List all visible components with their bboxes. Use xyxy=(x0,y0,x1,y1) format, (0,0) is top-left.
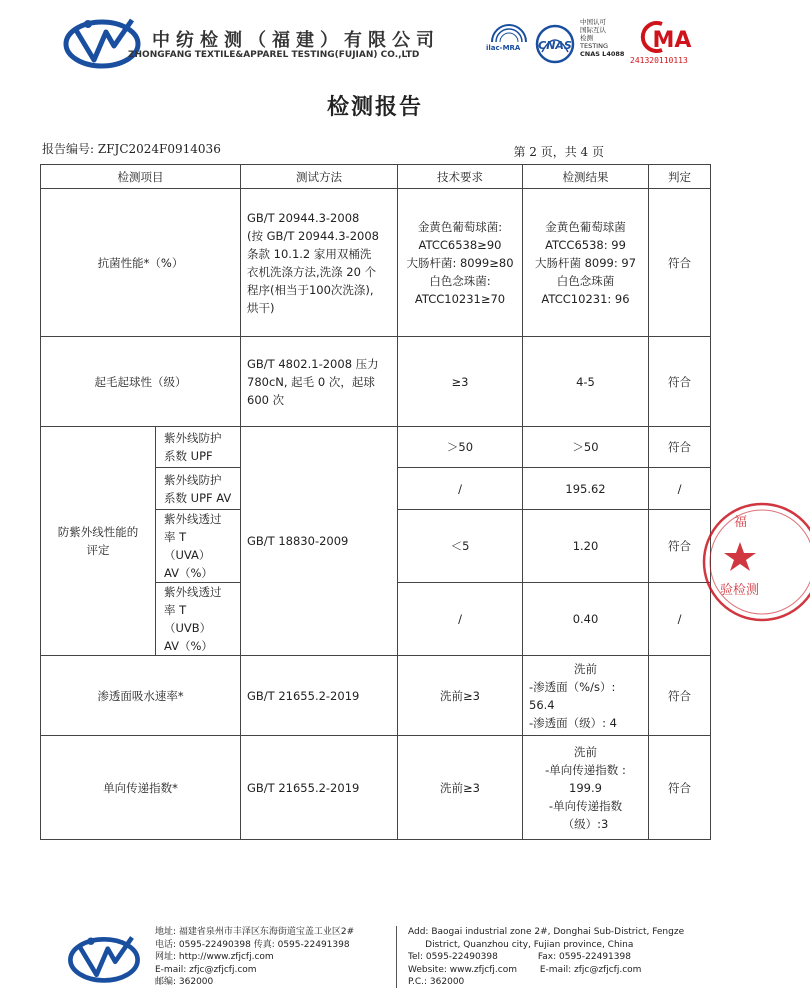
uv-sub-item-cell: 紫外线防护 系数 UPF AV xyxy=(156,468,241,510)
footer-divider xyxy=(396,926,397,988)
table-row xyxy=(41,656,711,736)
item-cell: 单向传递指数* xyxy=(41,736,241,840)
uv-sub-item-cell: 紫外线透过 率 T（UVA） AV（%） xyxy=(156,510,241,583)
report-title: 检测报告 xyxy=(326,95,423,120)
uv-sub-item-cell: 紫外线防护 系数 UPF xyxy=(156,427,241,468)
report-header xyxy=(0,0,750,80)
verdict-cell: / xyxy=(649,468,711,510)
company-name-cn: 中纺检测（福建）有限公司 xyxy=(152,30,440,51)
requirement-cell: ≥3 xyxy=(398,337,523,427)
stamp-sub-text: 福 xyxy=(734,515,748,530)
verdict-cell: / xyxy=(649,583,711,656)
result-cell: 1.20 xyxy=(523,510,649,583)
header-method: 测试方法 xyxy=(241,165,398,189)
requirement-cell: 金黄色葡萄球菌: ATCC6538≥90 大肠杆菌: 8099≥80 白色念珠菌: ATCC10231≥70 xyxy=(398,189,523,337)
table-row xyxy=(41,337,711,427)
method-cell: GB/T 20944.3-2008 (按 GB/T 20944.3-2008 条款 10.1.2 家用双桶洗 衣机洗涤方法,洗涤 20 个 程序(相当于100次洗涤), 烘干) xyxy=(241,189,398,337)
test-results-table xyxy=(40,164,711,840)
result-cell: 洗前 -单向传递指数 : 199.9 -单向传递指数 （级）:3 xyxy=(523,736,649,840)
page-indicator: 第 2 页，共 4 页 xyxy=(513,145,604,159)
verdict-cell: 符合 xyxy=(649,510,711,583)
cma-logo-text: MA xyxy=(652,28,692,53)
header-item: 检测项目 xyxy=(41,165,241,189)
result-cell: 195.62 xyxy=(523,468,649,510)
verdict-cell: 符合 xyxy=(649,656,711,736)
report-number: 报告编号: ZFJC2024F0914036 xyxy=(42,142,221,156)
uv-sub-item-cell: 紫外线透过 率 T（UVB） AV（%） xyxy=(156,583,241,656)
requirement-cell: ＜5 xyxy=(398,510,523,583)
requirement-cell: / xyxy=(398,583,523,656)
table-row xyxy=(41,427,711,468)
verdict-cell: 符合 xyxy=(649,736,711,840)
requirement-cell: 洗前≥3 xyxy=(398,656,523,736)
requirement-cell: 洗前≥3 xyxy=(398,736,523,840)
cma-number: 241320110113 xyxy=(630,56,688,65)
header-result: 检测结果 xyxy=(523,165,649,189)
cnas-info: 中国认可 国际互认 检测 TESTING CNAS L4088 xyxy=(580,18,625,58)
item-cell: 渗透面吸水速率* xyxy=(41,656,241,736)
header-requirement: 技术要求 xyxy=(398,165,523,189)
footer-logo-icon xyxy=(66,930,142,986)
footer-contact-en: Add: Baogai industrial zone 2#, Donghai Sub-District, Fengze District, Quanzhou city, Fujian province, China Tel: 0595-22490398 Fax: 0595-22491398 Website: www.zfjcfj.com E-mail: zfjc@zfjcfj.com P.C.: 362000 xyxy=(408,927,685,987)
requirement-cell: ＞50 xyxy=(398,427,523,468)
stamp-text: 验检测 xyxy=(720,583,760,598)
inspection-stamp-icon xyxy=(700,496,810,626)
table-header-row xyxy=(41,165,711,189)
method-cell: GB/T 4802.1-2008 压力 780cN, 起毛 0 次，起球 600 次 xyxy=(241,337,398,427)
method-cell: GB/T 21655.2-2019 xyxy=(241,736,398,840)
method-cell: GB/T 21655.2-2019 xyxy=(241,656,398,736)
item-cell: 抗菌性能*（%） xyxy=(41,189,241,337)
company-logo-icon xyxy=(62,12,142,72)
uv-method-cell: GB/T 18830-2009 xyxy=(241,427,398,656)
requirement-cell: / xyxy=(398,468,523,510)
result-cell: 金黄色葡萄球菌 ATCC6538: 99 大肠杆菌 8099: 97 白色念珠菌 ATCC10231: 96 xyxy=(523,189,649,337)
table-row xyxy=(41,736,711,840)
result-cell: 4-5 xyxy=(523,337,649,427)
verdict-cell: 符合 xyxy=(649,189,711,337)
ilac-mra-label: ilac-MRA xyxy=(486,44,521,52)
cma-logo-icon xyxy=(632,20,694,54)
item-cell: 起毛起球性（级） xyxy=(41,337,241,427)
verdict-cell: 符合 xyxy=(649,427,711,468)
verdict-cell: 符合 xyxy=(649,337,711,427)
cnas-logo-text: CNAS xyxy=(538,39,572,52)
table-row xyxy=(41,189,711,337)
footer-contact-cn: 地址: 福建省泉州市丰泽区东海街道宝盖工业区2# 电话: 0595-22490398 传真: 0595-22491398 网址: http://www.zfjcfj.com E-mail: zfjc@zfjcfj.com 邮编: 362000 xyxy=(155,927,355,987)
cnas-logo-icon xyxy=(532,24,578,64)
result-cell: 洗前 -渗透面（%/s）: 56.4 -渗透面（级）: 4 xyxy=(523,656,649,736)
company-name-en: ZHONGFANG TEXTILE&APPAREL TESTING(FUJIAN) CO.,LTD xyxy=(128,50,420,60)
result-cell: 0.40 xyxy=(523,583,649,656)
uv-group-cell: 防紫外线性能的 评定 xyxy=(41,427,156,656)
header-verdict: 判定 xyxy=(649,165,711,189)
ilac-mra-logo-icon xyxy=(488,24,530,60)
result-cell: ＞50 xyxy=(523,427,649,468)
